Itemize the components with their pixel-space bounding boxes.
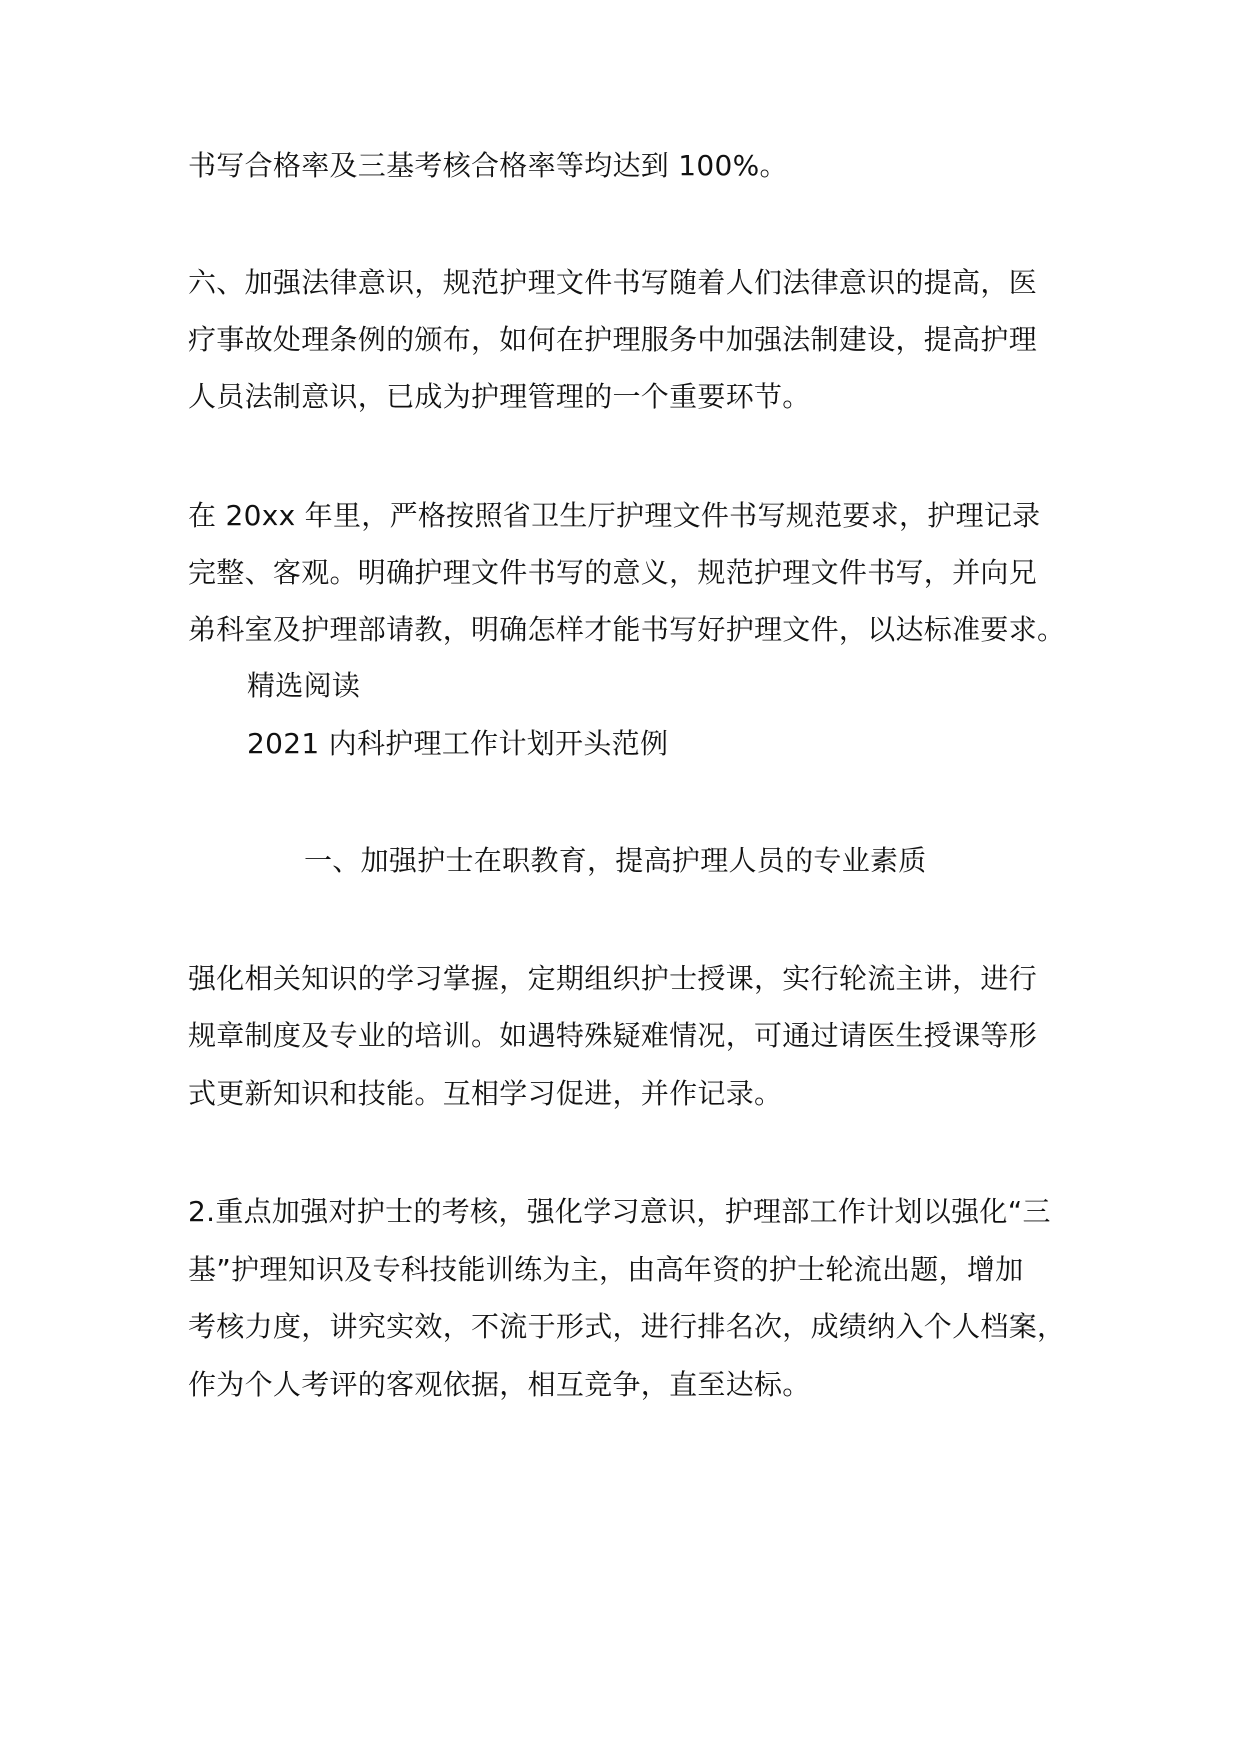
paragraph-5-line-4: 作为个人考评的客观依据，相互竞争，直至达标。 bbox=[188, 1368, 811, 1401]
paragraph-4-line-1: 强化相关知识的学习掌握，定期组织护士授课，实行轮流主讲，进行 bbox=[188, 962, 1038, 995]
paragraph-5-line-1: 2.重点加强对护士的考核，强化学习意识，护理部工作计划以强化“三 bbox=[188, 1195, 1051, 1228]
paragraph-2-line-2: 疗事故处理条例的颁布，如何在护理服务中加强法制建设，提高护理 bbox=[188, 323, 1038, 356]
paragraph-4-line-2: 规章制度及专业的培训。如遇特殊疑难情况，可通过请医生授课等形 bbox=[188, 1019, 1038, 1052]
paragraph-4-line-3: 式更新知识和技能。互相学习促进，并作记录。 bbox=[188, 1077, 783, 1110]
paragraph-3-line-3: 弟科室及护理部请教，明确怎样才能书写好护理文件，以达标准要求。 bbox=[188, 613, 1066, 646]
section-heading: 一、加强护士在职教育，提高护理人员的专业素质 bbox=[304, 844, 927, 877]
paragraph-3-line-1: 在 20xx 年里，严格按照省卫生厅护理文件书写规范要求，护理记录 bbox=[188, 499, 1041, 532]
paragraph-2-line-3: 人员法制意识，已成为护理管理的一个重要环节。 bbox=[188, 380, 811, 413]
paragraph-1-line-1: 书写合格率及三基考核合格率等均达到 100%。 bbox=[188, 149, 788, 182]
paragraph-2-line-1: 六、加强法律意识，规范护理文件书写随着人们法律意识的提高，医 bbox=[188, 266, 1038, 299]
paragraph-5-line-3: 考核力度，讲究实效，不流于形式，进行排名次，成绩纳入个人档案， bbox=[188, 1310, 1066, 1343]
reading-title: 2021 内科护理工作计划开头范例 bbox=[247, 727, 669, 760]
paragraph-5-line-2: 基”护理知识及专科技能训练为主，由高年资的护士轮流出题，增加 bbox=[188, 1253, 1024, 1286]
reading-label: 精选阅读 bbox=[247, 669, 361, 702]
paragraph-3-line-2: 完整、客观。明确护理文件书写的意义，规范护理文件书写，并向兄 bbox=[188, 556, 1038, 589]
